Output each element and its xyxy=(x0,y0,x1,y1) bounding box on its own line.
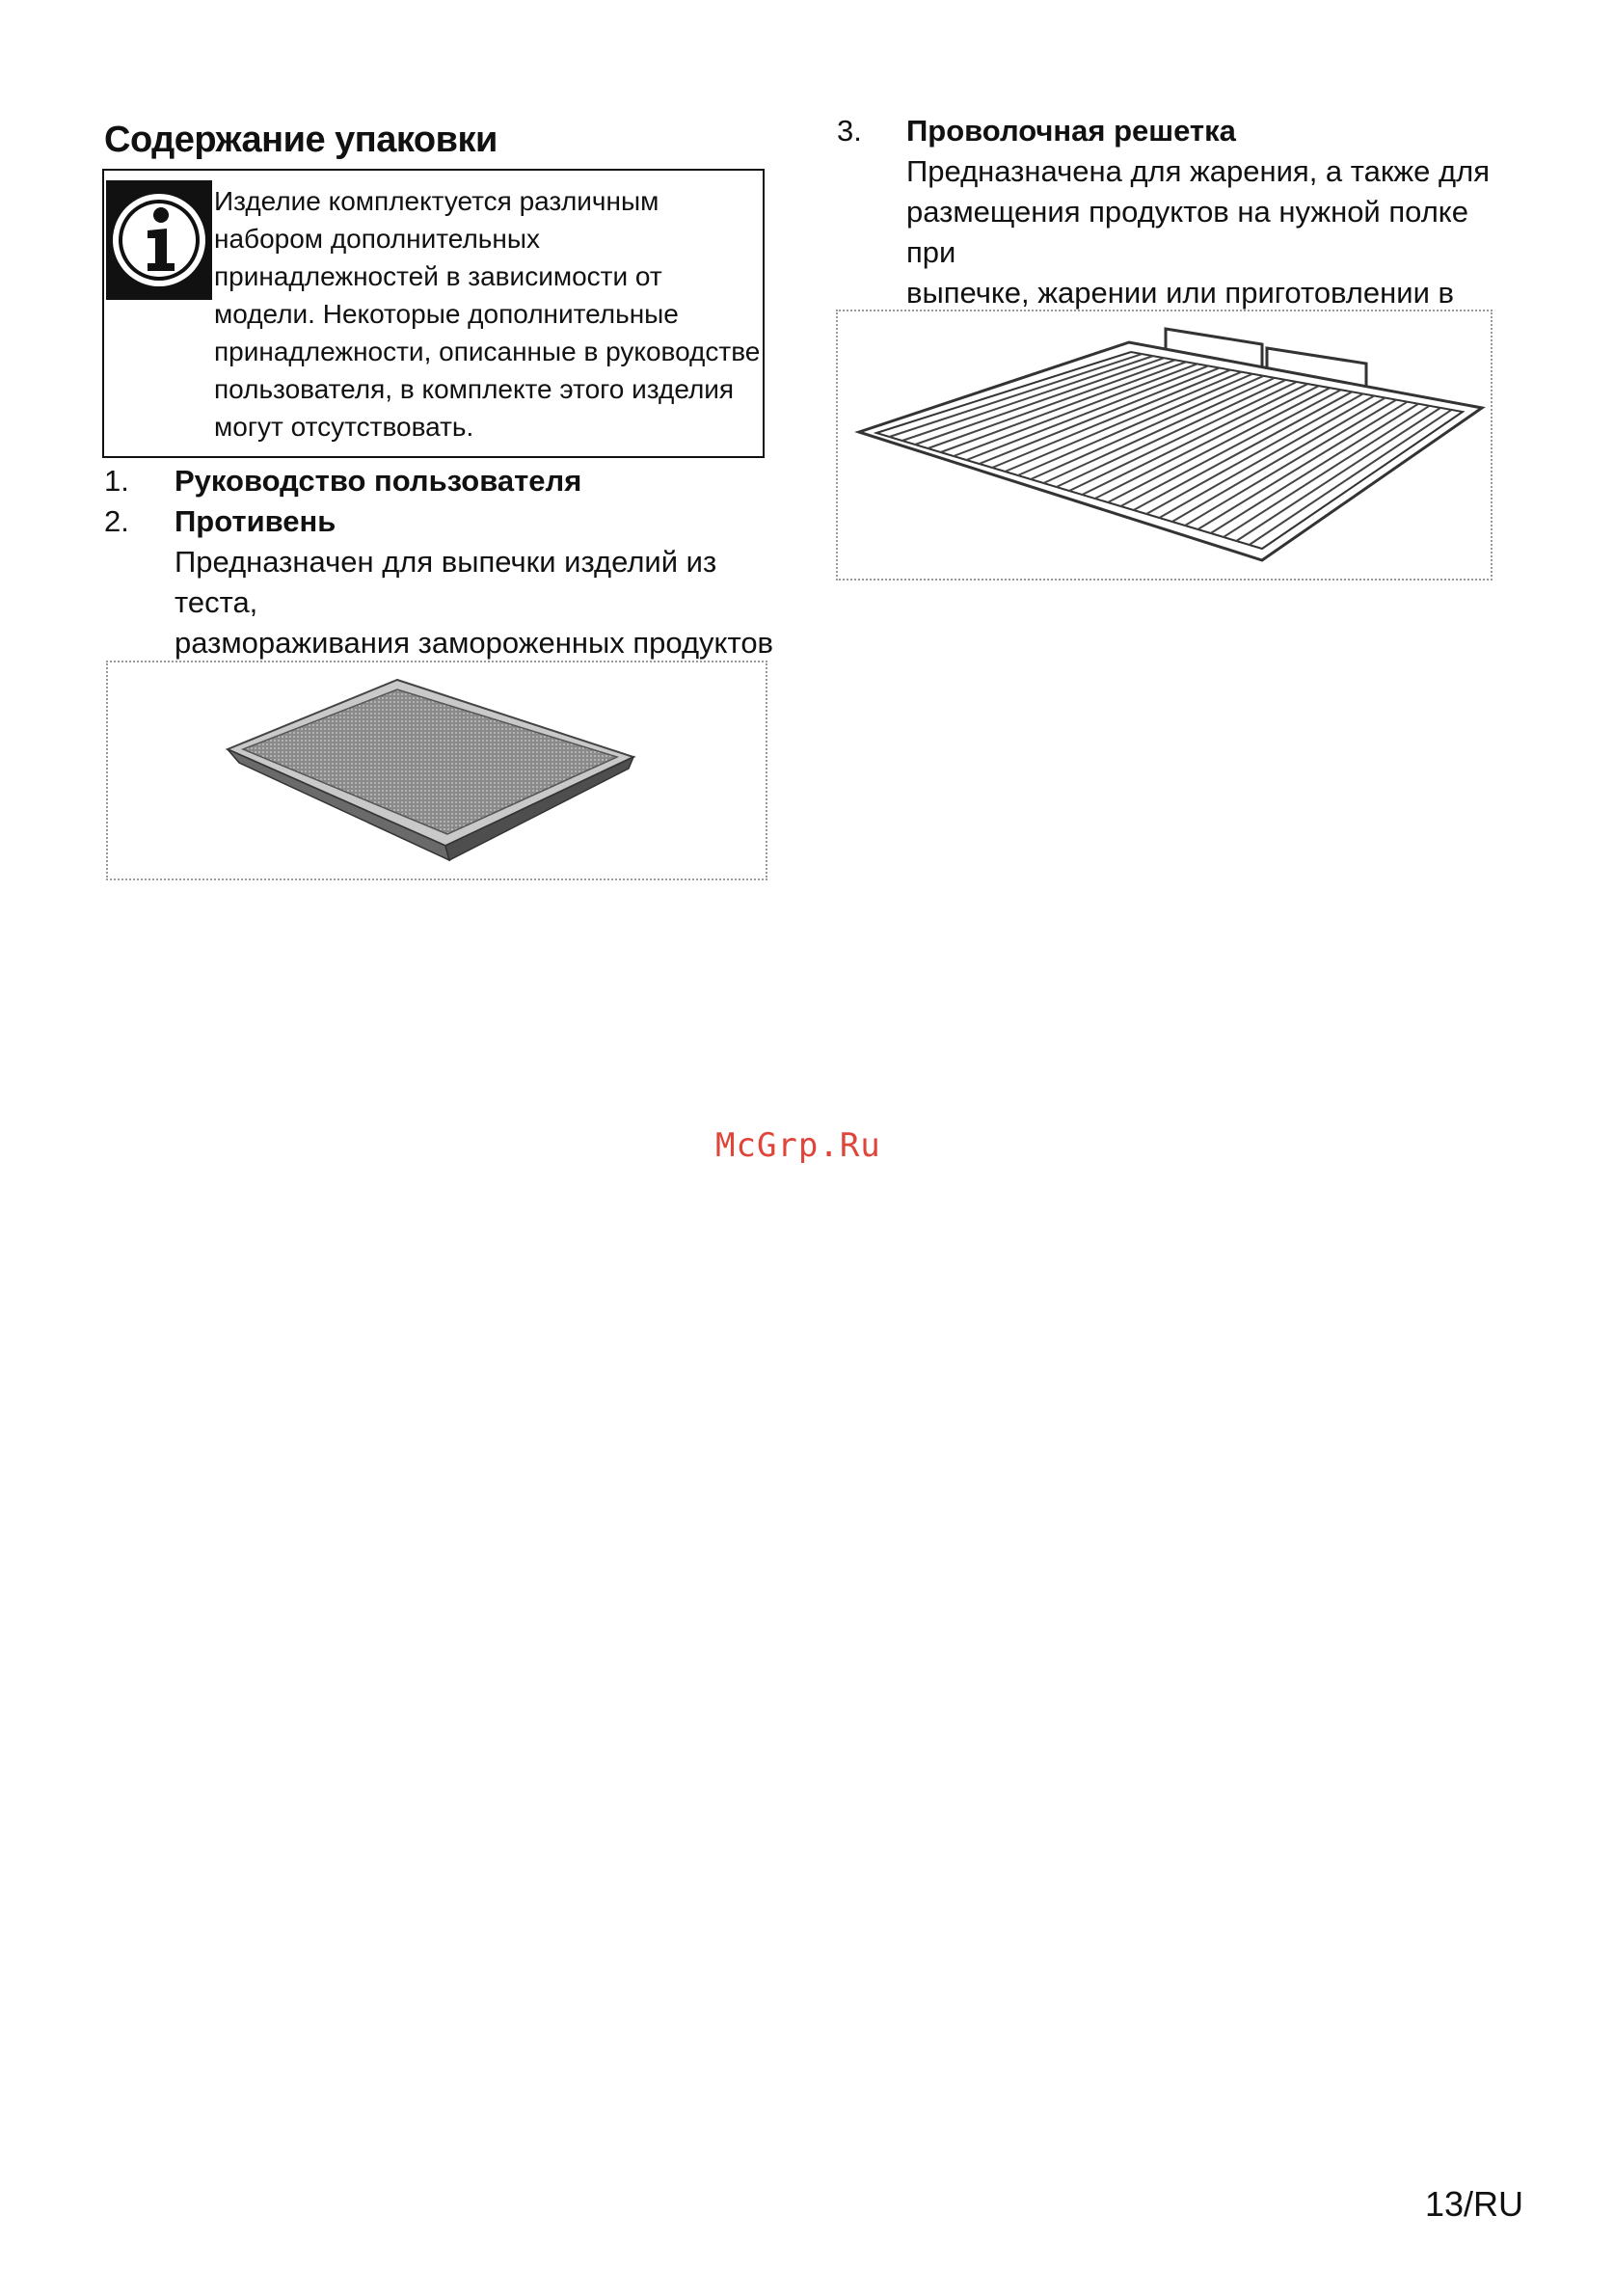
item-number: 3. xyxy=(837,114,862,148)
rack-wire xyxy=(1236,408,1440,541)
baking-tray-illustration xyxy=(108,662,766,878)
rack-wire xyxy=(1134,392,1353,510)
info-line: принадлежности, описанные в руководстве xyxy=(214,337,761,366)
item-title: Проволочная решетка xyxy=(906,114,1236,148)
info-box xyxy=(102,169,765,458)
rack-wire xyxy=(1082,384,1307,495)
description-line: размещения продуктов на нужной полке при xyxy=(906,195,1468,269)
description-line: Предназначен для выпечки изделий из теста, xyxy=(175,545,717,619)
info-icon xyxy=(106,180,212,300)
description-line: Предназначена для жарения, а также для xyxy=(906,154,1490,188)
rack-wire xyxy=(1069,382,1297,491)
rack-wire xyxy=(1159,395,1374,518)
rack-wire xyxy=(1108,388,1330,502)
watermark: McGrp.Ru xyxy=(715,1126,881,1165)
description-line: выпечке, жарении или приготовлении в xyxy=(906,276,1454,310)
info-line: могут отсутствовать. xyxy=(214,412,474,442)
rack-wire xyxy=(1224,406,1430,537)
item-title: Противень xyxy=(175,504,336,538)
info-text xyxy=(214,182,764,446)
rack-wire xyxy=(1095,386,1319,499)
item-number: 2. xyxy=(104,504,129,538)
wire-rack-illustration xyxy=(838,311,1491,579)
info-line: принадлежностей в зависимости от xyxy=(214,261,662,291)
info-line: Изделие комплектуется различным xyxy=(214,186,659,216)
baking-tray-figure xyxy=(106,661,767,880)
description-line: размораживания замороженных продуктов xyxy=(175,626,774,660)
item-title: Руководство пользователя xyxy=(175,464,582,498)
page-number: 13/RU xyxy=(1425,2184,1524,2224)
info-line: набором дополнительных xyxy=(214,224,540,254)
rack-wire xyxy=(1172,398,1385,522)
rack-wire xyxy=(1120,390,1341,506)
info-line: модели. Некоторые дополнительные xyxy=(214,299,679,329)
rack-wire xyxy=(1057,380,1286,487)
item-number: 1. xyxy=(104,464,129,498)
section-title: Содержание упаковки xyxy=(104,120,498,160)
info-line: пользователя, в комплекте этого изделия xyxy=(214,374,735,404)
wire-rack-figure xyxy=(836,310,1493,581)
rack-wire xyxy=(1146,393,1363,514)
